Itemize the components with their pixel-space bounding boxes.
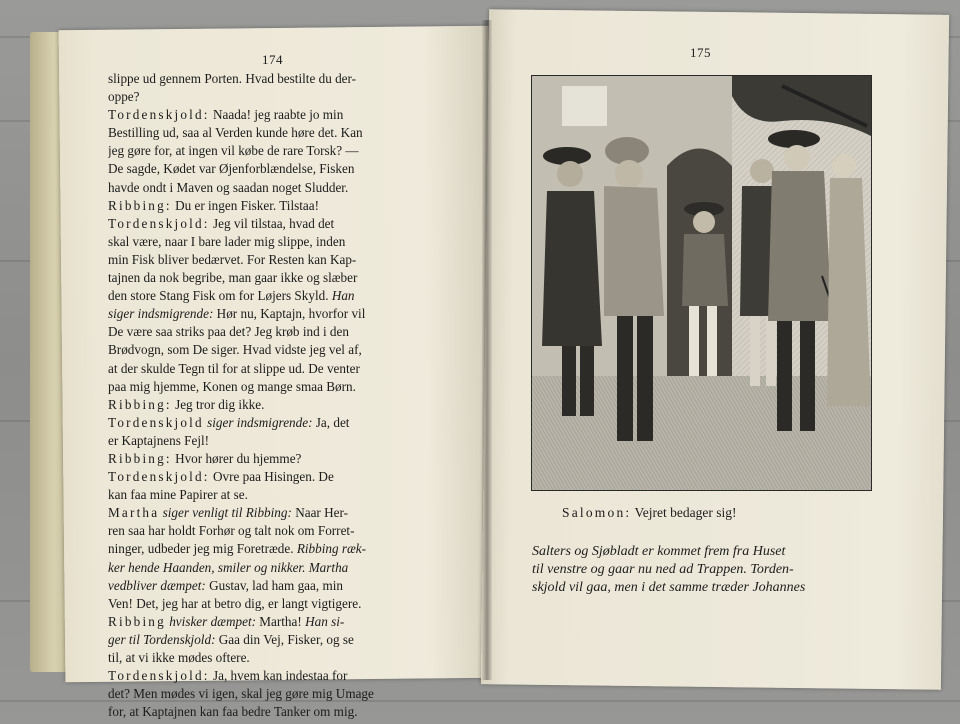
stage-direction: Han — [331, 288, 355, 304]
text-line — [108, 251, 442, 269]
speaker-name: Tordenskjold: — [108, 215, 210, 231]
dialogue-text: Ven! Det, jeg har at betro dig, er langt vigtigere. — [108, 595, 362, 611]
text-line — [108, 540, 442, 558]
dialogue-text: Gustav, lad ham gaa, min — [205, 577, 343, 593]
text-line — [108, 667, 442, 685]
stage-direction: vedbliver dæmpet: — [108, 577, 206, 593]
dialogue-text: De være saa striks paa det? Jeg krøb ind i den — [108, 324, 349, 340]
right-page-stage-directions — [532, 543, 877, 597]
dialogue-text: for, at Kaptajnen kan faa bedre Tanker om mig. — [108, 704, 358, 720]
dialogue-text: ren saa har holdt Forhør og talt nok om Forret- — [108, 523, 355, 539]
dialogue-text: Bestilling ud, saa al Verden kunde høre det. Kan — [108, 125, 363, 141]
speaker-name: Ribbing: — [108, 197, 172, 213]
speaker-name: Tordenskjold: — [108, 469, 210, 485]
speaker-name: Tordenskjold: — [108, 668, 210, 684]
dialogue-text: den store Stang Fisk om for Løjers Skyld. — [108, 288, 332, 304]
text-line — [108, 341, 442, 359]
dialogue-text: havde ondt i Maven og saadan noget Sludder. — [108, 179, 349, 195]
text-line — [108, 631, 442, 649]
dialogue-text: paa mig hjemme, Konen og mange smaa Børn. — [108, 378, 356, 394]
text-line — [108, 197, 442, 215]
illustration-caption — [562, 505, 736, 521]
dialogue-text: min Fisk bliver bedærvet. For Resten kan Kap- — [108, 251, 357, 267]
book-illustration — [531, 75, 872, 491]
text-line — [108, 378, 442, 396]
dialogue-text: De sagde, Kødet var Øjenforblændelse, Fisken — [108, 161, 355, 177]
illustration-engraving — [532, 76, 871, 490]
dialogue-text: Brødvogn, som De siger. Hvad vidste jeg vel af, — [108, 342, 362, 358]
text-line — [108, 703, 442, 721]
text-line — [108, 269, 442, 287]
text-line — [108, 432, 442, 450]
dialogue-text: tajnen da nok begribe, man gaar ikke og slæber — [108, 270, 358, 286]
text-line — [108, 215, 442, 233]
text-line — [108, 414, 442, 432]
text-line — [108, 124, 442, 142]
text-line — [108, 685, 442, 703]
caption-speaker: Salomon: — [562, 505, 632, 520]
dialogue-text: Ovre paa Hisingen. De — [209, 469, 334, 485]
dialogue-text: Jeg vil tilstaa, hvad det — [209, 215, 335, 231]
text-line — [108, 323, 442, 341]
book-gutter — [482, 20, 492, 680]
left-page-number: 174 — [262, 52, 283, 67]
stage-direction: siger venligt til Ribbing: — [159, 505, 292, 521]
stage-line: til venstre og gaar nu ned ad Trappen. Torden- — [532, 562, 794, 578]
text-line — [108, 179, 442, 197]
dialogue-text: Naada! jeg raabte jo min — [209, 107, 344, 123]
stage-direction: ger til Tordenskjold: — [108, 631, 216, 647]
text-line — [108, 468, 442, 486]
dialogue-text: Jeg tror dig ikke. — [171, 396, 265, 412]
text-line — [108, 305, 442, 323]
dialogue-text: oppe? — [108, 89, 140, 105]
text-line — [108, 106, 442, 124]
speaker-name: Martha — [108, 505, 160, 521]
text-line — [108, 70, 442, 88]
text-line — [108, 613, 442, 631]
text-line — [108, 595, 442, 613]
text-line — [108, 504, 442, 522]
dialogue-text: skal være, naar I bare lader mig slippe, inden — [108, 233, 346, 249]
stage-direction: Han si- — [305, 613, 345, 629]
right-page-number: 175 — [690, 45, 711, 60]
dialogue-text: Martha! — [256, 613, 306, 629]
stage-direction: siger indsmigrende: — [108, 306, 214, 322]
dialogue-text: Hvor hører du hjemme? — [171, 450, 302, 466]
text-line — [108, 233, 442, 251]
dialogue-text: Hør nu, Kaptajn, hvorfor vil — [213, 306, 366, 322]
stage-line: skjold vil gaa, men i det samme træder Johannes — [532, 580, 806, 596]
dialogue-text: Ja, det — [312, 414, 350, 430]
dialogue-text: Ja, hvem kan indestaa for — [209, 668, 348, 684]
stage-direction: ker hende Haanden, smiler og nikker. Martha — [108, 559, 349, 575]
dialogue-text: Du er ingen Fisker. Tilstaa! — [171, 197, 320, 213]
text-line — [108, 396, 442, 414]
speaker-name: Tordenskjold — [108, 414, 204, 430]
stage-direction: siger indsmigrende: — [203, 414, 313, 430]
stage-direction: Ribbing ræk- — [296, 541, 367, 557]
text-line — [108, 486, 442, 504]
text-line — [108, 160, 442, 178]
text-line — [108, 88, 442, 106]
text-line — [108, 287, 442, 305]
text-line — [108, 649, 442, 667]
text-line — [108, 522, 442, 540]
dialogue-text: det? Men mødes vi igen, skal jeg gøre mig Umage — [108, 686, 374, 702]
dialogue-text: at der skulde Tegn til for at slippe ud. De venter — [108, 360, 360, 376]
left-page-text — [108, 70, 442, 721]
text-line — [108, 360, 442, 378]
text-line — [108, 577, 442, 595]
speaker-name: Ribbing: — [108, 396, 172, 412]
stage-direction: hvisker dæmpet: — [165, 613, 256, 629]
stage-line: Salters og Sjøbladt er kommet frem fra Huset — [532, 544, 786, 559]
dialogue-text: Gaa din Vej, Fisker, og se — [215, 631, 354, 647]
dialogue-text: er Kaptajnens Fejl! — [108, 432, 210, 448]
dialogue-text: til, at vi ikke mødes oftere. — [108, 650, 250, 665]
text-line — [108, 142, 442, 160]
speaker-name: Ribbing: — [108, 450, 172, 466]
text-line — [108, 559, 442, 577]
dialogue-text: ninger, udbeder jeg mig Foretræde. — [108, 541, 297, 557]
speaker-name: Ribbing — [108, 613, 166, 629]
speaker-name: Tordenskjold: — [108, 107, 210, 123]
caption-text: Vejret bedager sig! — [631, 505, 737, 520]
text-line — [108, 450, 442, 468]
dialogue-text: Naar Her- — [291, 505, 349, 521]
dialogue-text: kan faa mine Papirer at se. — [108, 487, 248, 503]
dialogue-text: jeg gøre for, at ingen vil købe de rare Torsk? — — [108, 143, 359, 159]
dialogue-text: slippe ud gennem Porten. Hvad bestilte du der- — [108, 71, 357, 86]
